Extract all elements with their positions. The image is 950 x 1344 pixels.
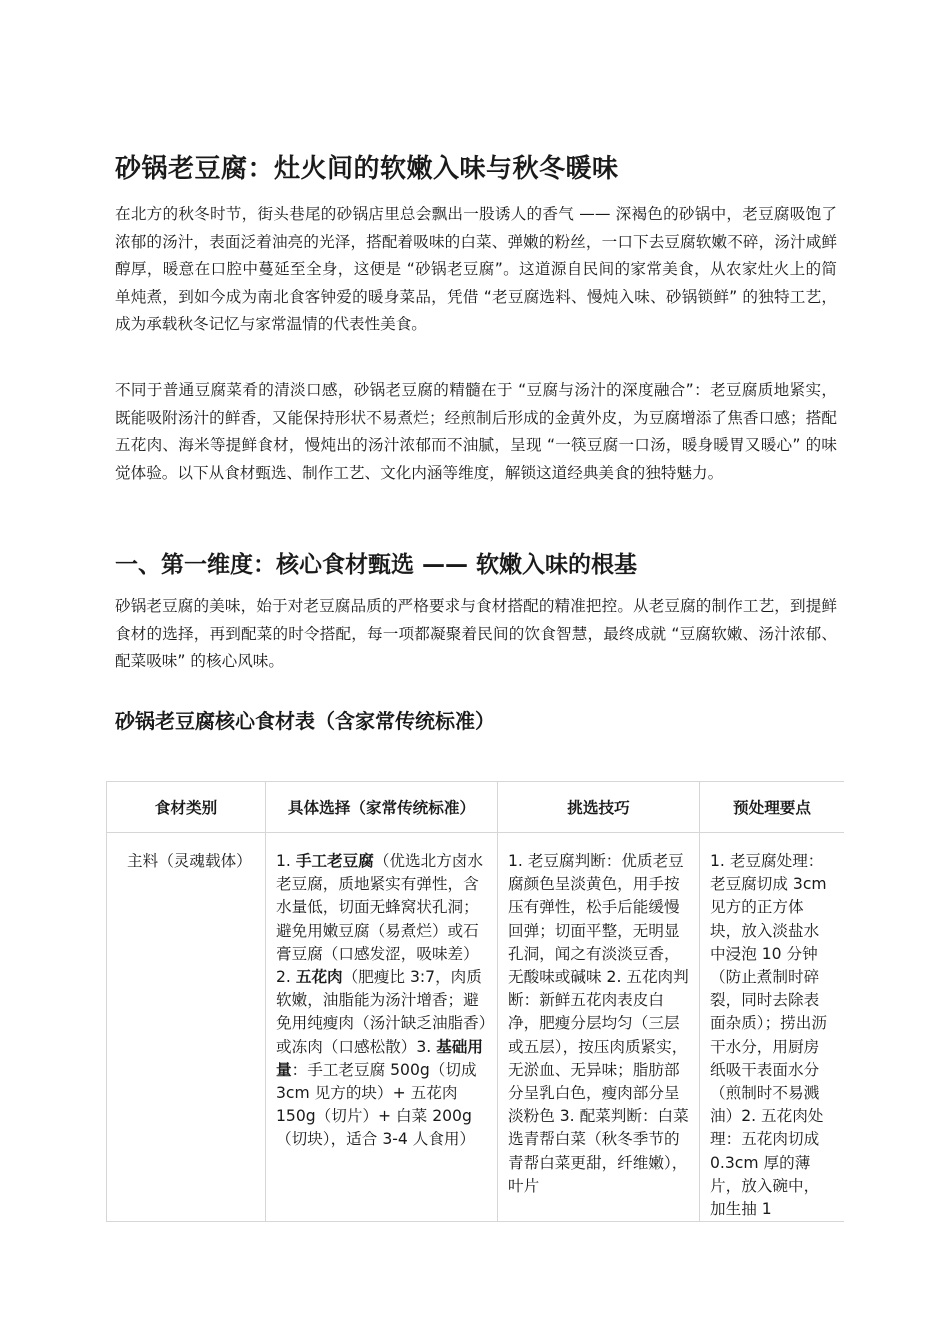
selection-bold: 手工老豆腐 — [295, 852, 374, 870]
section-paragraph: 砂锅老豆腐的美味，始于对老豆腐品质的严格要求与食材搭配的精准把控。从老豆腐的制作工艺，到提鲜食材的选择，再到配菜的时令搭配，每一项都凝聚着民间的饮食智慧，最终成就 “豆腐软嫩、汤汁浓郁、配菜吸味” 的核心风味。 — [115, 597, 837, 670]
ingredient-table — [106, 781, 844, 1222]
header-selection: 具体选择（家常传统标准） — [266, 782, 498, 833]
cell-tips: 1. 老豆腐判断：优质老豆腐颜色呈淡黄色，用手按压有弹性，松手后能缓慢回弹；切面平整，无明显孔洞，闻之有淡淡豆香，无酸味或碱味 2. 五花肉判断：新鲜五花肉表皮白净，肥瘦分层均匀（三层或五层），按压肉质紧实，无淤血、无异味；脂肪部分呈乳白色，瘦肉部分呈淡粉色 3. 配菜判断：白菜选青帮白菜（秋冬季节的青帮白菜更甜，纤维嫩），叶片 — [498, 833, 700, 1222]
selection-bold: 五花肉 — [295, 968, 343, 987]
cell-prep: 1. 老豆腐处理：老豆腐切成 3cm 见方的正方体块，放入淡盐水中浸泡 10 分钟（防止煮制时碎裂，同时去除表面杂质）；捞出沥干水分，用厨房纸吸干表面水分（煎制时不易溅油）2. 五花肉处理：五花肉切成 0.3cm 厚的薄片，放入碗中，加生抽 1 — [700, 833, 845, 1222]
ingredient-table-container — [106, 781, 844, 1222]
header-category: 食材类别 — [107, 782, 266, 833]
selection-text: ：手工老豆腐 500g（切成 3cm 见方的块）+ 五花肉 150g（切片）+ 白菜 200g（切块），适合 3-4 人食用） — [276, 1060, 477, 1149]
section-heading: 一、第一维度：核心食材甄选 —— 软嫩入味的根基 — [115, 552, 638, 578]
selection-text: 1. — [276, 852, 296, 870]
table-header-row — [107, 782, 845, 833]
cell-category: 主料（灵魂载体） — [107, 833, 266, 1222]
cell-selection — [266, 833, 498, 1222]
table-title: 砂锅老豆腐核心食材表（含家常传统标准） — [115, 709, 495, 733]
header-prep: 预处理要点 — [700, 782, 845, 833]
intro-paragraph-1: 在北方的秋冬时节，街头巷尾的砂锅店里总会飘出一股诱人的香气 —— 深褐色的砂锅中，老豆腐吸饱了浓郁的汤汁，表面泛着油亮的光泽，搭配着吸味的白菜、弹嫩的粉丝，一口下去豆腐软嫩不碎，汤汁咸鲜醇厚，暖意在口腔中蔓延至全身，这便是 “砂锅老豆腐”。这道源自民间的家常美食，从农家灶火上的简单炖煮，到如今成为南北食客钟爱的暖身菜品，凭借 “老豆腐选料、慢炖入味、砂锅锁鲜” 的独特工艺，成为承载秋冬记忆与家常温情的代表性美食。 — [115, 205, 837, 333]
selection-text: （优选北方卤水老豆腐，质地紧实有弹性，含水量低，切面无蜂窝状孔洞；避免用嫩豆腐（易煮烂）或石膏豆腐（口感发涩，吸味差）2. — [276, 852, 483, 987]
selection-text: （肥瘦比 3:7，肉质软嫩，油脂能为汤汁增香；避免用纯瘦肉（汤汁缺乏油脂香）或冻肉（口感松散）3. — [276, 968, 487, 1056]
selection-bold: 基础用量 — [276, 1037, 483, 1079]
document-title: 砂锅老豆腐：灶火间的软嫩入味与秋冬暖味 — [115, 154, 619, 184]
header-tips: 挑选技巧 — [498, 782, 700, 833]
intro-paragraph-2: 不同于普通豆腐菜肴的清淡口感，砂锅老豆腐的精髓在于 “豆腐与汤汁的深度融合”：老豆腐质地紧实，既能吸附汤汁的鲜香，又能保持形状不易煮烂；经煎制后形成的金黄外皮，为豆腐增添了焦香口感；搭配五花肉、海米等提鲜食材，慢炖出的汤汁浓郁而不油腻，呈现 “一筷豆腐一口汤，暖身暖胃又暖心” 的味觉体验。以下从食材甄选、制作工艺、文化内涵等维度，解锁这道经典美食的独特魅力。 — [115, 381, 837, 482]
table-row — [107, 833, 845, 1222]
